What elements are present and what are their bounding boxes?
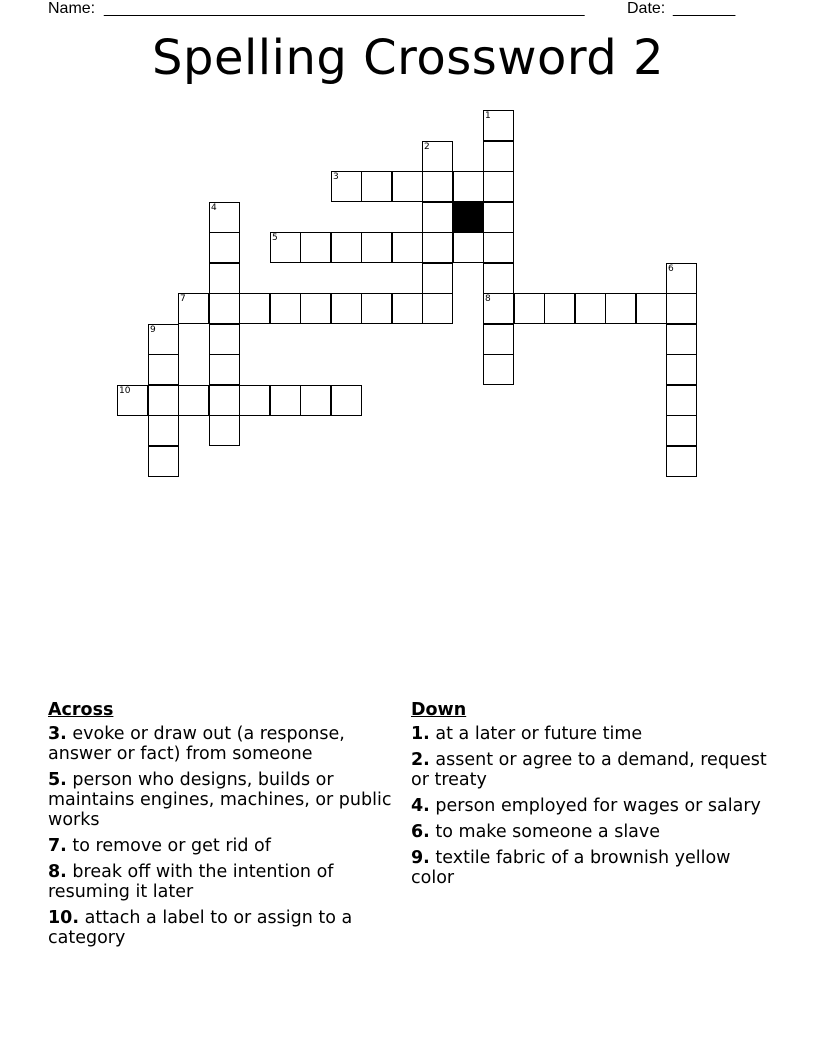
grid-cell[interactable] — [544, 293, 575, 324]
across-clues — [48, 700, 408, 954]
clue-number: 4. — [411, 796, 430, 816]
grid-cell[interactable] — [331, 232, 362, 263]
clue-number: 7. — [48, 836, 67, 856]
grid-cell[interactable] — [361, 293, 392, 324]
grid-cell-4[interactable] — [209, 202, 240, 233]
grid-cell[interactable] — [666, 354, 697, 385]
grid-cell-3[interactable] — [331, 171, 362, 202]
clue-number: 1. — [411, 724, 430, 744]
grid-cell[interactable] — [148, 354, 179, 385]
grid-cell-9[interactable] — [148, 324, 179, 355]
clue-number: 9. — [411, 848, 430, 868]
grid-cell[interactable] — [209, 232, 240, 263]
clue-number: 1 — [485, 111, 491, 121]
grid-cell[interactable] — [361, 232, 392, 263]
grid-cell[interactable] — [422, 171, 453, 202]
grid-cell[interactable] — [331, 293, 362, 324]
grid-cell[interactable] — [483, 171, 514, 202]
clue-text: to make someone a slave — [435, 822, 661, 842]
clue-text: person employed for wages or salary — [435, 796, 761, 816]
grid-cell[interactable] — [209, 415, 240, 446]
clue-number: 3. — [48, 724, 67, 744]
clue-text: textile fabric of a brownish yellow color — [411, 848, 731, 888]
clue-text: assent or agree to a demand, request or treaty — [411, 750, 767, 790]
down-clue — [411, 848, 771, 888]
down-clue — [411, 796, 771, 816]
grid-cell[interactable] — [239, 293, 270, 324]
across-clue — [48, 770, 408, 830]
grid-cell[interactable] — [483, 232, 514, 263]
across-clue — [48, 908, 408, 948]
grid-cell[interactable] — [453, 232, 484, 263]
clue-number: 4 — [211, 203, 217, 213]
grid-cell-10[interactable] — [117, 385, 148, 416]
clue-text: person who designs, builds or maintains engines, machines, or public works — [48, 770, 392, 830]
clue-text: evoke or draw out (a response, answer or fact) from someone — [48, 724, 345, 764]
name-label: Name: — [48, 0, 96, 17]
clue-number: 10 — [119, 386, 131, 396]
down-clue — [411, 750, 771, 790]
blocked-cell — [453, 202, 484, 233]
down-clues — [411, 700, 771, 894]
grid-cell[interactable] — [666, 415, 697, 446]
grid-cell[interactable] — [483, 141, 514, 172]
clue-number: 10. — [48, 908, 80, 928]
clue-text: break off with the intention of resuming it later — [48, 862, 334, 902]
clue-number: 3 — [333, 172, 339, 182]
down-clue-list — [411, 724, 771, 888]
grid-cell[interactable] — [422, 263, 453, 294]
grid-cell[interactable] — [239, 385, 270, 416]
clue-text: to remove or get rid of — [72, 836, 271, 856]
clue-number: 2 — [424, 142, 430, 152]
grid-cell[interactable] — [178, 385, 209, 416]
grid-cell[interactable] — [209, 293, 240, 324]
clue-number: 8 — [485, 294, 491, 304]
page-title: Spelling Crossword 2 — [152, 30, 664, 86]
clue-number: 2. — [411, 750, 430, 770]
grid-cell[interactable] — [422, 232, 453, 263]
grid-cell[interactable] — [300, 385, 331, 416]
grid-cell[interactable] — [270, 385, 301, 416]
clue-number: 5 — [272, 233, 278, 243]
grid-cell[interactable] — [666, 293, 697, 324]
grid-cell[interactable] — [483, 324, 514, 355]
clue-number: 5. — [48, 770, 67, 790]
date-field[interactable]: _______ — [673, 0, 736, 17]
grid-cell[interactable] — [483, 354, 514, 385]
grid-cell[interactable] — [605, 293, 636, 324]
grid-cell[interactable] — [209, 263, 240, 294]
grid-cell[interactable] — [148, 415, 179, 446]
grid-cell[interactable] — [483, 202, 514, 233]
name-field[interactable]: ______________________________________________________ — [104, 0, 585, 17]
grid-cell[interactable] — [300, 293, 331, 324]
across-clue-list — [48, 724, 408, 948]
clue-number: 6. — [411, 822, 430, 842]
clue-number: 7 — [180, 294, 186, 304]
clue-text: at a later or future time — [435, 724, 643, 744]
grid-cell[interactable] — [483, 263, 514, 294]
clue-number: 8. — [48, 862, 67, 882]
grid-cell[interactable] — [392, 171, 423, 202]
grid-cell-5[interactable] — [270, 232, 301, 263]
grid-cell[interactable] — [148, 385, 179, 416]
grid-cell[interactable] — [331, 385, 362, 416]
grid-cell[interactable] — [666, 446, 697, 477]
grid-cell[interactable] — [209, 354, 240, 385]
down-heading: Down — [411, 700, 467, 720]
clue-number: 6 — [668, 264, 674, 274]
grid-cell[interactable] — [575, 293, 606, 324]
clue-text: attach a label to or assign to a category — [48, 908, 353, 948]
down-clue — [411, 724, 771, 744]
grid-cell[interactable] — [209, 385, 240, 416]
grid-cell[interactable] — [300, 232, 331, 263]
grid-cell[interactable] — [666, 385, 697, 416]
grid-cell[interactable] — [392, 293, 423, 324]
grid-cell[interactable] — [453, 171, 484, 202]
grid-cell[interactable] — [148, 446, 179, 477]
grid-cell-6[interactable] — [666, 263, 697, 294]
grid-cell-2[interactable] — [422, 141, 453, 172]
grid-cell[interactable] — [422, 293, 453, 324]
across-clue — [48, 862, 408, 902]
across-clue — [48, 724, 408, 764]
grid-cell[interactable] — [422, 202, 453, 233]
grid-cell[interactable] — [514, 293, 545, 324]
grid-cell[interactable] — [666, 324, 697, 355]
grid-cell[interactable] — [270, 293, 301, 324]
across-clue — [48, 836, 408, 856]
date-label: Date: — [627, 0, 666, 17]
grid-cell[interactable] — [361, 171, 392, 202]
down-clue — [411, 822, 771, 842]
grid-cell[interactable] — [392, 232, 423, 263]
grid-cell-7[interactable] — [178, 293, 209, 324]
across-heading: Across — [48, 700, 114, 720]
grid-cell-8[interactable] — [483, 293, 514, 324]
grid-cell-1[interactable] — [483, 110, 514, 141]
grid-cell[interactable] — [636, 293, 667, 324]
clue-number: 9 — [150, 325, 156, 335]
grid-cell[interactable] — [209, 324, 240, 355]
